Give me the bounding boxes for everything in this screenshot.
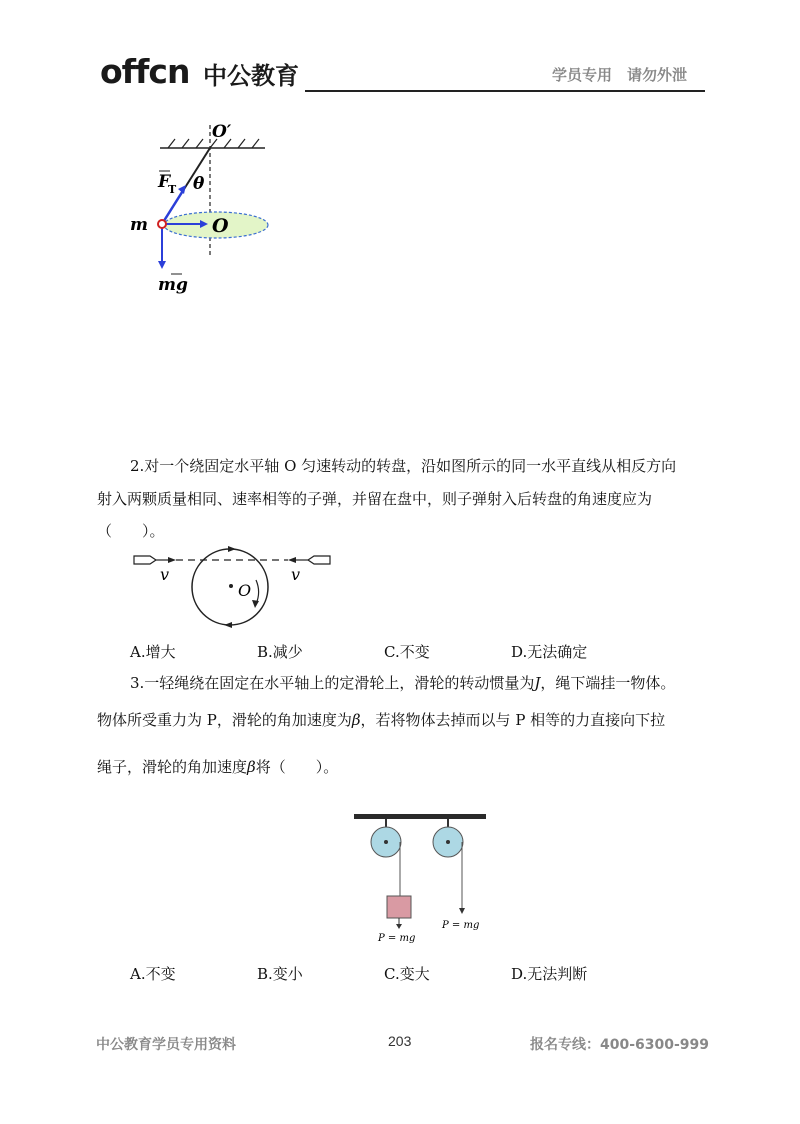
q3-symbol-beta-2: β — [247, 758, 256, 776]
q2-line-2: 射入两颗质量相同、速率相等的子弹，并留在盘中，则子弹射入后转盘的角速度应为 — [97, 490, 653, 508]
label-m: m — [130, 215, 148, 235]
q2-line-1: 2.对一个绕固定水平轴 O 匀速转动的转盘，沿如图所示的同一水平直线从相反方向 — [130, 457, 677, 475]
offcn-logo-text: offcn — [100, 52, 190, 91]
q3-line-1-text-a: 3.一轻绳绕在固定在水平轴上的定滑轮上，滑轮的转动惯量为 — [130, 674, 535, 692]
label-disc-o: O — [238, 581, 252, 600]
q3-line-3-text-b: 将（ ）。 — [255, 758, 339, 776]
q3-option-b: B.变小 — [257, 965, 303, 983]
header-divider — [305, 90, 705, 92]
q3-option-a: A.不变 — [130, 965, 176, 983]
q3-line-2-text-a: 物体所受重力为 P，滑轮的角加速度为 — [97, 711, 352, 729]
q3-line-3 — [97, 757, 338, 777]
hanging-block — [387, 896, 411, 918]
footer-hotline: 报名专线：400-6300-999 — [530, 1037, 710, 1053]
rotation-arc — [256, 580, 259, 604]
q3-symbol-beta-1: β — [351, 711, 361, 729]
support-beam — [354, 814, 486, 819]
pulley-figure — [350, 810, 490, 950]
header-notice: 学员专用 请勿外泄 — [552, 66, 688, 84]
label-ft: F — [158, 172, 171, 192]
q2-option-b: B.减少 — [257, 643, 303, 661]
left-bullet — [134, 556, 156, 564]
logo-chinese-name: 中公教育 — [203, 62, 299, 90]
q3-option-d: D.无法判断 — [511, 965, 588, 983]
q2-option-a: A.增大 — [130, 643, 176, 661]
disc-centre — [229, 584, 233, 588]
q3-line-3-text-a: 绳子，滑轮的角加速度 — [97, 758, 248, 776]
right-bullet — [308, 556, 330, 564]
mass-point — [158, 220, 166, 228]
label-right-p-mg: P = mg — [442, 920, 480, 931]
turntable-figure — [128, 540, 338, 635]
label-v-right: v — [291, 565, 301, 584]
page-number: 203 — [388, 1033, 412, 1049]
q3-symbol-j: J — [534, 674, 541, 692]
q2-option-c: C.不变 — [384, 643, 430, 661]
q3-line-1 — [130, 673, 675, 693]
label-ft-sub: T — [168, 183, 177, 196]
label-left-p-mg: P = mg — [378, 933, 416, 944]
q3-line-2-text-b: ，若将物体去掉而以与 P 相等的力直接向下拉 — [360, 711, 666, 729]
q2-line-3: （ ）。 — [97, 522, 165, 540]
label-mg: mg — [158, 275, 188, 295]
q3-option-c: C.变大 — [384, 965, 430, 983]
label-v-left: v — [160, 565, 170, 584]
conical-pendulum-figure — [120, 115, 290, 300]
q3-line-2 — [97, 710, 665, 730]
q3-line-1-text-b: ，绳下端挂一物体。 — [540, 674, 676, 692]
q2-option-d: D.无法确定 — [511, 643, 588, 661]
label-o: O — [212, 215, 229, 237]
label-o-prime: O′ — [212, 122, 232, 142]
footer-left-text: 中公教育学员专用资料 — [96, 1037, 236, 1053]
label-theta: θ — [193, 174, 205, 194]
